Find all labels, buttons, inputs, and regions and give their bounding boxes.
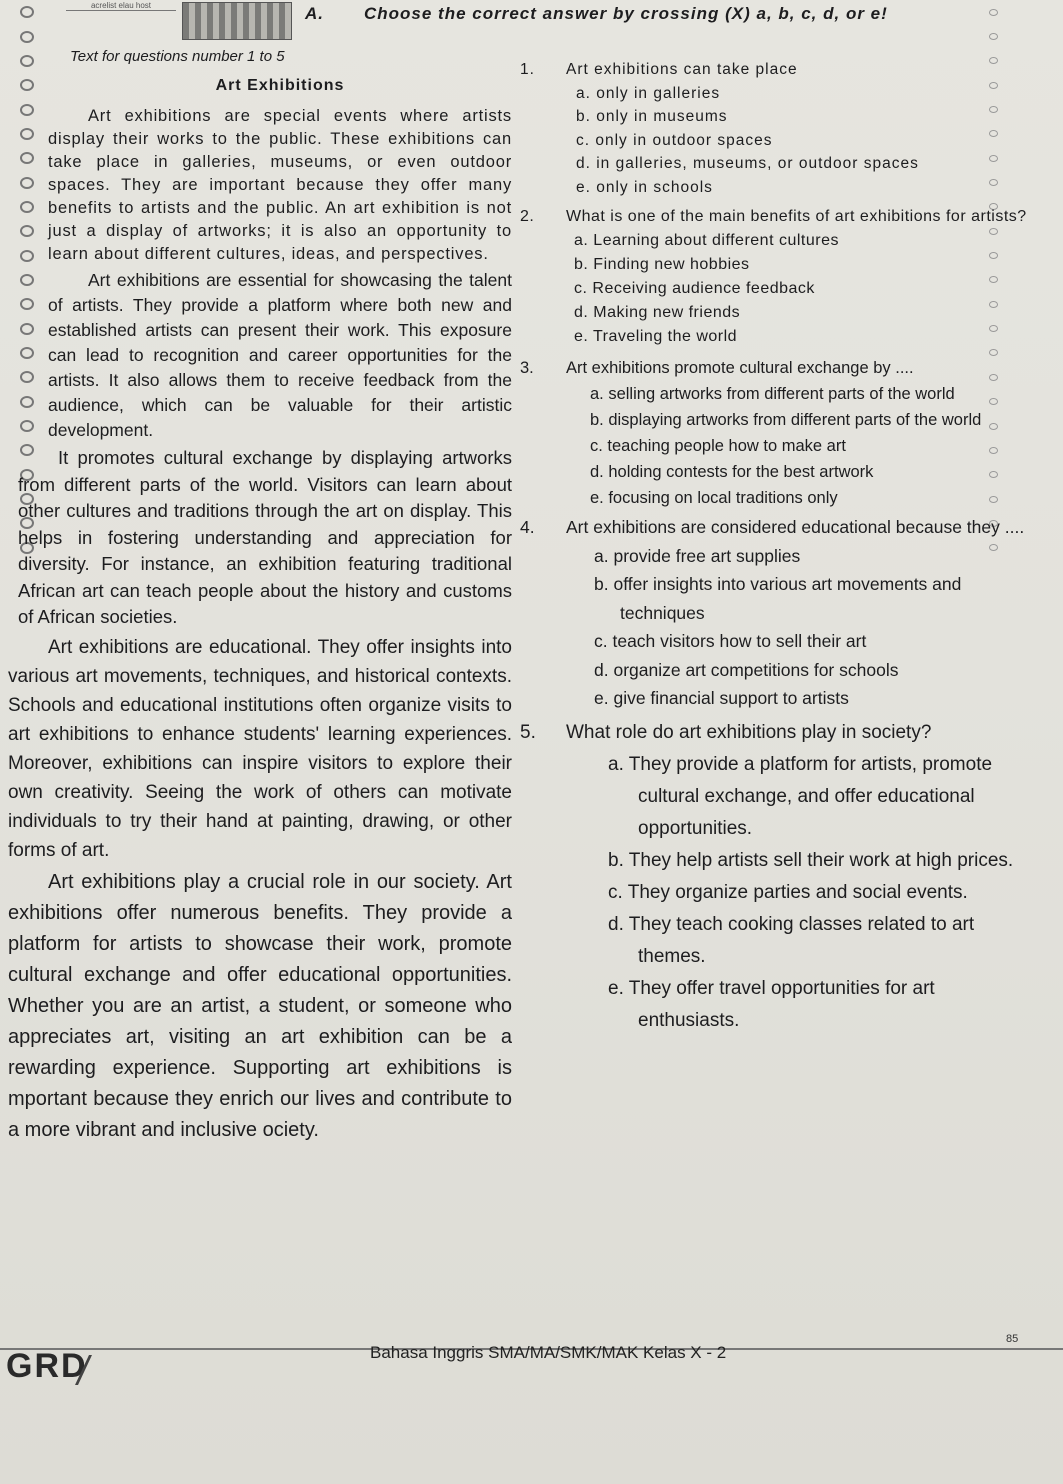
question-text: Art exhibitions promote cultural exchange by .... (566, 359, 914, 377)
question-number: 4. (520, 517, 535, 537)
question-number: 3. (520, 359, 534, 377)
question-text: Art exhibitions can take place (566, 61, 798, 78)
question-list (520, 58, 1040, 1037)
answer-option[interactable]: e. They offer travel opportunities for art enthusiasts. (608, 977, 935, 1031)
question-5 (520, 717, 1040, 1037)
answer-option[interactable]: b. They help artists sell their work at high prices. (608, 849, 1014, 871)
answer-option[interactable]: b. displaying artworks from different parts of the world (590, 411, 982, 429)
answer-option[interactable]: e. give financial support to artists (594, 688, 849, 708)
question-2 (520, 205, 1040, 349)
passage-paragraph: Art exhibitions are essential for showcasing the talent of artists. They provide a platform where both new and established artists can present their work. This exposure can lead to recognition and career opportunities for the artists. It also allows them to receive feedback from the audience, which can be valuable for their artistic development. (48, 270, 512, 440)
question-number: 2. (520, 208, 535, 225)
answer-option[interactable]: d. organize art competitions for schools (594, 659, 899, 680)
answer-option[interactable]: e. Traveling the world (574, 328, 738, 345)
question-number: 1. (520, 61, 535, 78)
answer-option[interactable]: d. Making new friends (574, 304, 741, 321)
answer-option[interactable]: c. teaching people how to make art (590, 437, 846, 455)
question-3 (520, 355, 1040, 511)
answer-option[interactable]: c. teach visitors how to sell their art (594, 631, 867, 651)
question-4 (520, 513, 1040, 713)
passage-intro: Text for questions number 1 to 5 (70, 48, 285, 65)
answer-option[interactable]: b. offer insights into various art movements and techniques (594, 574, 962, 623)
passage-paragraph: Art exhibitions are special events where artists display their works to the public. These exhibitions can take place in galleries, museums, or even outdoor spaces. They are important because they offer many benefits to artists and the public. An art exhibition is not just a display of artworks; it is also an opportunity to learn about different cultures, ideas, and perspectives. (48, 107, 512, 263)
answer-option[interactable]: e. focusing on local traditions only (590, 489, 838, 507)
question-text: What role do art exhibitions play in society? (566, 721, 932, 743)
answer-option[interactable]: d. holding contests for the best artwork (590, 463, 874, 481)
passage-title: Art Exhibitions (215, 77, 345, 94)
answer-option[interactable]: c. only in outdoor spaces (576, 131, 773, 149)
answer-option[interactable]: a. Learning about different cultures (574, 232, 839, 249)
answer-option[interactable]: a. only in galleries (576, 84, 721, 102)
answer-option[interactable]: a. They provide a platform for artists, promote cultural exchange, and offer educational opportunities. (608, 753, 993, 839)
question-text: Art exhibitions are considered educational because they .... (566, 517, 1025, 537)
passage-paragraph: Art exhibitions play a crucial role in our society. Art exhibitions offer numerous benefits. They provide a platform for artists to showcase their work, promote cultural exchange and offer educational opportunities. Whether you are an artist, a student, or someone who appreciates art, visiting an art exhibition can be a rewarding experience. Supporting art exhibitions is mportant because they enrich our lives and contribute to a more vibrant and inclusive ociety. (8, 870, 512, 1141)
page-footer (0, 1325, 1063, 1385)
question-number: 5. (520, 721, 536, 743)
answer-option[interactable]: b. Finding new hobbies (574, 256, 750, 273)
footer-subject: Bahasa Inggris SMA/MA/SMK/MAK Kelas X - 2 (370, 1343, 727, 1362)
reading-passage (8, 48, 512, 1148)
header-strip (66, 2, 292, 40)
answer-option[interactable]: a. selling artworks from different parts of the world (590, 385, 955, 403)
answer-option[interactable]: c. Receiving audience feedback (574, 280, 815, 297)
header-thumbnail-image (182, 2, 292, 40)
answer-option[interactable]: e. only in schools (576, 178, 713, 196)
question-text: What is one of the main benefits of art exhibitions for artists? (566, 208, 1027, 225)
instruction (305, 4, 888, 24)
header-stamp: acrelist elau host (66, 2, 176, 11)
passage-paragraph: It promotes cultural exchange by displaying artworks from different parts of the world. Visitors can learn about other cultures and traditions through the art on display. This helps in fostering understanding and appreciation for diversity. For instance, an exhibition featuring traditional African art can teach people about the history and customs of African societies. (18, 447, 512, 627)
answer-option[interactable]: d. They teach cooking classes related to art themes. (608, 913, 975, 967)
instruction-label: A. (305, 4, 324, 23)
publisher-logo: GRD (6, 1347, 88, 1385)
answer-option[interactable]: b. only in museums (576, 108, 728, 125)
answer-option[interactable]: c. They organize parties and social events. (608, 881, 968, 903)
question-1 (520, 58, 1040, 199)
answer-option[interactable]: a. provide free art supplies (594, 545, 801, 566)
instruction-text: Choose the correct answer by crossing (X) a, b, c, d, or e! (364, 4, 888, 23)
answer-option[interactable]: d. in galleries, museums, or outdoor spaces (576, 155, 919, 172)
passage-paragraph: Art exhibitions are educational. They offer insights into various art movements, techniques, and historical contexts. Schools and educational institutions often organize visits to art exhibitions to enhance students' learning experiences. Moreover, exhibitions can inspire visitors to explore their own creativity. Seeing the work of others can motivate individuals to try their hand at painting, drawing, or other forms of art. (8, 636, 512, 861)
page-number: 85 (1006, 1333, 1019, 1345)
